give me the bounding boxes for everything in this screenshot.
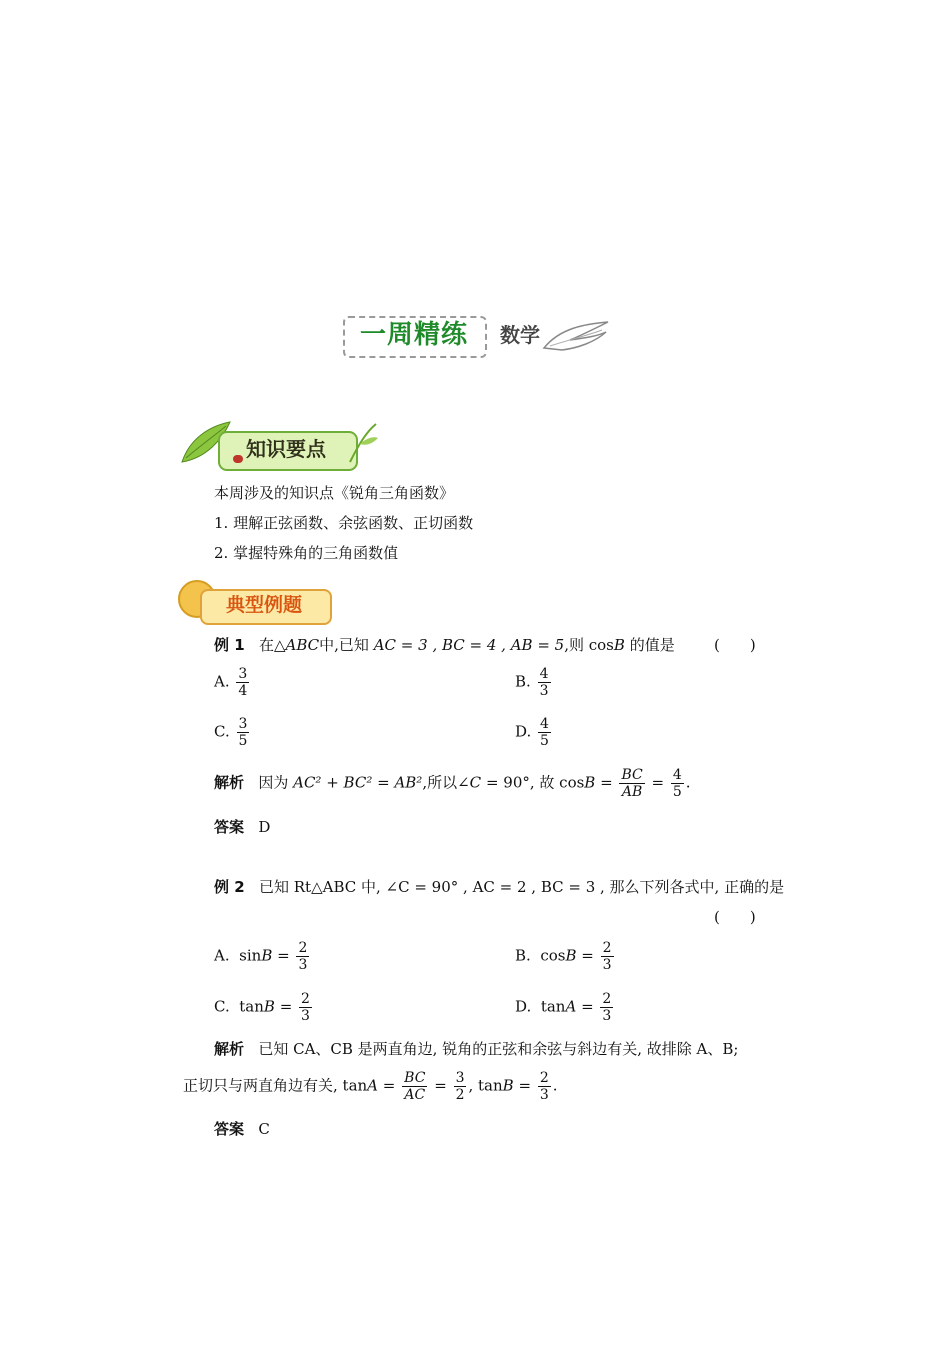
option-letter: B.: [515, 672, 531, 691]
example-2-answer-paren: ( ): [714, 908, 756, 926]
example-1-stem-end: 的值是: [629, 636, 675, 654]
example-1-stem-post: ,则 cos: [564, 636, 614, 654]
option-function: sin: [239, 946, 262, 965]
fraction-numerator: BC: [404, 1070, 426, 1086]
analysis-fraction: [402, 1070, 427, 1103]
fraction-denominator: 2: [455, 1087, 465, 1103]
fraction-denominator: 4: [238, 683, 248, 699]
example-1-option-d: [515, 716, 553, 749]
fraction-numerator: 4: [539, 666, 549, 682]
fraction-numerator: 3: [455, 1070, 465, 1086]
analysis-text: , tan: [468, 1076, 503, 1095]
option-function: cos: [540, 946, 566, 965]
analysis-fraction: [619, 767, 644, 800]
fraction-denominator: 5: [238, 733, 248, 749]
section1-intro: 本周涉及的知识点《锐角三角函数》: [214, 484, 455, 502]
example-1-stem-pre: 在△: [258, 636, 286, 654]
option-fraction: [237, 716, 250, 749]
example-1-stem-conditions: AC = 3 , BC = 4 , AB = 5: [373, 636, 565, 654]
option-function: tan: [540, 997, 566, 1016]
section-badge-knowledge-label: 知识要点: [246, 437, 326, 461]
leaf-sprig-icon: [346, 420, 380, 466]
header-title: 一周精练: [359, 320, 468, 350]
example-2-stem-text: 已知 Rt△ABC 中, ∠C = 90° , AC = 2 , BC = 3 , 那么下列各式中, 正确的是: [258, 878, 785, 896]
equals-sign: =: [651, 773, 665, 792]
option-fraction: [296, 940, 309, 973]
wing-ornament-icon: [540, 318, 612, 356]
example-2-analysis-line-2: [183, 1070, 558, 1103]
analysis-equation: AC² + BC² = AB²: [293, 773, 423, 792]
fraction-denominator: AB: [621, 784, 643, 800]
option-fraction: [601, 940, 614, 973]
example-1-stem-abc: ABC: [285, 636, 320, 654]
fraction-numerator: 2: [539, 1070, 549, 1086]
example-2-option-b: B. cosB = $\frac{2}{3}$: [515, 940, 612, 973]
option-var: B: [263, 997, 275, 1016]
fraction-numerator: 2: [602, 940, 612, 956]
option-letter: B.: [515, 946, 531, 965]
example-1-option-b: [515, 666, 553, 699]
fraction-numerator: 2: [602, 991, 612, 1007]
fraction-denominator: 3: [602, 957, 612, 973]
equals-sign: =: [600, 773, 613, 792]
example-2-stem: [214, 877, 784, 897]
option-fraction: [538, 666, 551, 699]
answer-value: D: [258, 818, 271, 836]
option-letter: D.: [515, 722, 532, 741]
example-2-label: 例 2: [214, 878, 245, 896]
fraction-denominator: 3: [301, 1008, 310, 1024]
example-1-answer: [214, 817, 270, 837]
period: .: [552, 1076, 558, 1095]
analysis-text: ,所以∠: [422, 773, 470, 792]
example-1-stem-mid: 中,已知: [319, 636, 369, 654]
analysis-label: 解析: [214, 1040, 245, 1058]
fraction-numerator: BC: [621, 767, 643, 783]
example-2-option-d: D. tanA = $\frac{2}{3}$: [515, 991, 612, 1024]
period: .: [685, 773, 691, 792]
answer-label: 答案: [214, 1120, 245, 1138]
option-var: B: [565, 946, 577, 965]
option-letter: A.: [214, 672, 230, 691]
fraction-denominator: 3: [539, 1087, 549, 1103]
example-1-label: 例 1: [214, 636, 245, 654]
example-1-option-a: [214, 666, 251, 699]
option-letter: A.: [214, 946, 230, 965]
analysis-text: = 90°, 故 cos: [485, 773, 585, 792]
analysis-fraction: [538, 1070, 551, 1103]
fraction-denominator: 5: [672, 784, 682, 800]
fraction-denominator: AC: [404, 1087, 426, 1103]
option-fraction: [236, 666, 249, 699]
section1-item-1: 1. 理解正弦函数、余弦函数、正切函数: [214, 514, 474, 532]
option-var: B: [261, 946, 273, 965]
fraction-denominator: 3: [539, 683, 549, 699]
answer-value: C: [258, 1120, 270, 1138]
header-subject: 数学: [500, 323, 540, 347]
analysis-var: B: [502, 1076, 514, 1095]
fraction-denominator: 3: [298, 957, 308, 973]
example-2-answer: [214, 1119, 270, 1139]
example-1-analysis: [214, 767, 691, 800]
option-letter: C.: [214, 997, 230, 1016]
equals-sign: =: [518, 1076, 532, 1095]
example-1-stem: [214, 635, 675, 655]
analysis-text: 已知 CA、CB 是两直角边, 锐角的正弦和余弦与斜边有关, 故排除 A、B;: [258, 1040, 739, 1058]
fraction-numerator: 3: [238, 666, 248, 682]
analysis-label: 解析: [214, 773, 245, 792]
fraction-numerator: 3: [238, 716, 248, 732]
fraction-denominator: 5: [540, 733, 549, 749]
example-1-option-c: [214, 716, 251, 749]
analysis-fraction: [454, 1070, 467, 1103]
equals-sign: =: [434, 1076, 447, 1095]
example-2-analysis-line-1: [214, 1039, 738, 1059]
option-letter: C.: [214, 722, 230, 741]
example-1-stem-b: B: [613, 636, 625, 654]
fraction-numerator: 4: [540, 716, 549, 732]
answer-label: 答案: [214, 818, 245, 836]
option-fraction: [600, 991, 613, 1024]
option-var: A: [565, 997, 577, 1016]
fraction-denominator: 3: [602, 1008, 612, 1024]
option-function: tan: [239, 997, 264, 1016]
ladybug-icon: [233, 455, 243, 463]
analysis-var: C: [469, 773, 482, 792]
option-fraction: [538, 716, 551, 749]
fraction-numerator: 4: [672, 767, 682, 783]
option-fraction: [299, 991, 312, 1024]
analysis-text: 因为: [258, 773, 289, 792]
section-badge-examples-label: 典型例题: [225, 594, 302, 616]
analysis-fraction: [671, 767, 684, 800]
analysis-var: B: [584, 773, 596, 792]
fraction-numerator: 2: [301, 991, 310, 1007]
example-2-option-a: A. sinB = $\frac{2}{3}$: [214, 940, 308, 973]
fraction-numerator: 2: [298, 940, 308, 956]
analysis-text: 正切只与两直角边有关, tan: [183, 1076, 368, 1095]
example-2-option-c: C. tanB = $\frac{2}{3}$: [214, 991, 310, 1024]
option-letter: D.: [515, 997, 532, 1016]
equals-sign: =: [382, 1076, 396, 1095]
section1-item-2: 2. 掌握特殊角的三角函数值: [214, 544, 399, 562]
example-1-answer-paren: ( ): [714, 636, 756, 654]
analysis-var: A: [367, 1076, 379, 1095]
